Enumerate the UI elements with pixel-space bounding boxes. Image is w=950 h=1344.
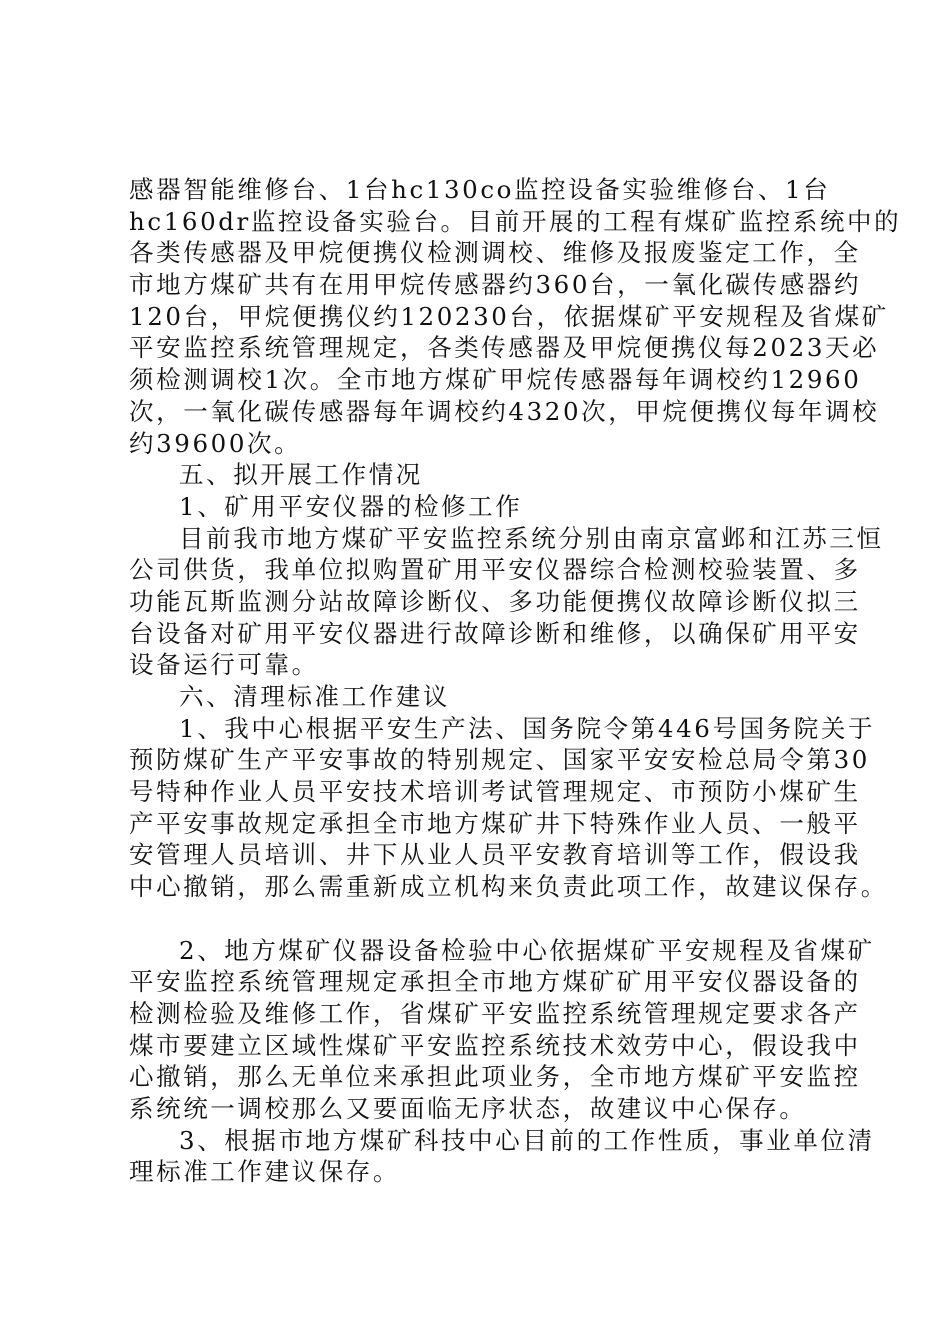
paragraph-suggestion-1 xyxy=(129,713,888,903)
text-line: 平安监控系统管理规定承担全市地方煤矿矿用平安仪器设备的 xyxy=(129,967,861,997)
text-line: 中心撤销，那么需重新成立机构来负责此项工作，故建议保存。 xyxy=(129,872,888,902)
text-line: 预防煤矿生产平安事故的特别规定、国家平安安检总局令第30 xyxy=(129,745,870,775)
text-line: 检测检验及维修工作，省煤矿平安监控系统管理规定要求各产 xyxy=(129,998,861,1028)
text-line: 目前我市地方煤矿平安监控系统分别由南京富邺和江苏三恒 xyxy=(179,523,884,553)
text-line: 理标准工作建议保存。 xyxy=(129,1157,400,1187)
document-body xyxy=(129,174,902,1188)
text-line: 系统统一调校那么又要面临无序状态，故建议中心保存。 xyxy=(129,1093,807,1123)
blank-line xyxy=(129,903,834,935)
text-line: 120台，甲烷便携仪约120230台，依据煤矿平安规程及省煤矿 xyxy=(129,301,889,331)
paragraph-instrument-repair xyxy=(129,523,884,681)
text-line: 3、根据市地方煤矿科技中心目前的工作性质，事业单位清 xyxy=(179,1125,875,1155)
paragraph-suggestion-2 xyxy=(129,935,875,1125)
text-line: 须检测调校1次。全市地方煤矿甲烷传感器每年调校约12960 xyxy=(129,365,862,395)
text-line: 设备运行可靠。 xyxy=(129,650,319,680)
text-line: 市地方煤矿共有在用甲烷传感器约360台，一氧化碳传感器约 xyxy=(129,270,862,300)
section-6-heading: 六、清理标准工作建议 xyxy=(179,682,450,711)
text-line: 功能瓦斯监测分站故障诊断仪、多功能便携仪故障诊断仪拟三 xyxy=(129,586,861,616)
text-line: 号特种作业人员平安技术培训考试管理规定、市预防小煤矿生 xyxy=(129,777,861,807)
text-line: 台设备对矿用平安仪器进行故障诊断和维修，以确保矿用平安 xyxy=(129,618,861,648)
section-5-heading: 五、拟开展工作情况 xyxy=(179,460,423,490)
text-line: 安管理人员培训、井下从业人员平安教育培训等工作，假设我 xyxy=(129,840,861,870)
text-line: 约39600次。 xyxy=(129,428,302,458)
text-line: 次，一氧化碳传感器每年调校约4320次，甲烷便携仪每年调校 xyxy=(129,396,880,426)
text-line: 2、地方煤矿仪器设备检验中心依据煤矿平安规程及省煤矿 xyxy=(179,935,875,965)
paragraph-suggestion-3 xyxy=(129,1125,875,1188)
text-line: 1、我中心根据平安生产法、国务院令第446号国务院关于 xyxy=(179,713,876,743)
paragraph-sensor-inventory xyxy=(129,174,902,459)
text-line: 产平安事故规定承担全市地方煤矿井下特殊作业人员、一般平 xyxy=(129,808,861,838)
text-line: 感器智能维修台、1台hc130co监控设备实验维修台、1台 xyxy=(129,175,831,204)
text-line: hc160dr监控设备实验台。目前开展的工程有煤矿监控系统中的 xyxy=(129,206,902,236)
text-line: 公司供货，我单位拟购置矿用平安仪器综合检测校验装置、多 xyxy=(129,555,861,585)
text-line: 心撤销，那么无单位来承担此项业务，全市地方煤矿平安监控 xyxy=(129,1062,861,1092)
text-line: 煤市要建立区域性煤矿平安监控系统技术效劳中心，假设我中 xyxy=(129,1030,861,1060)
text-line: 平安监控系统管理规定，各类传感器及甲烷便携仪每2023天必 xyxy=(129,333,880,363)
text-line: 各类传感器及甲烷便携仪检测调校、维修及报废鉴定工作，全 xyxy=(129,238,861,268)
section-5-item-1-heading: 1、矿用平安仪器的检修工作 xyxy=(179,491,523,521)
